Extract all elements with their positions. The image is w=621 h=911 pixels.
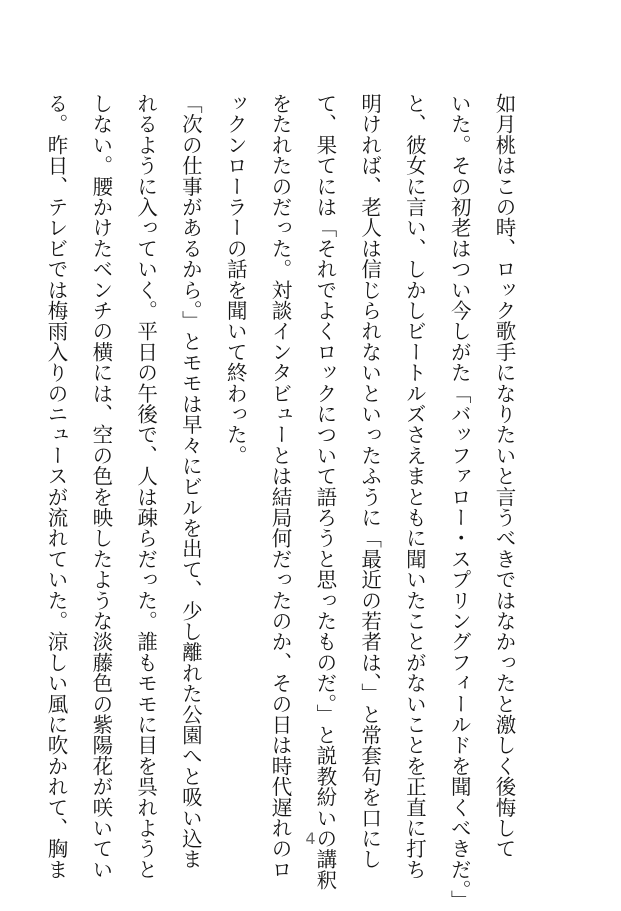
text-line: 明ければ、老人は信じられないといったふうに「最近の若者は、」と常套句を口にし (357, 93, 382, 870)
text-line: 「次の仕事があるから。」とモモは早々にビルを出て、少し離れた公園へと吸い込ま (178, 93, 203, 870)
text-line: いた。その初老はつい今しがた「バッファロー・スプリングフィールドを聞くべきだ。」 (447, 93, 472, 911)
text-line: れるように入っていく。平日の午後で、人は疎らだった。誰もモモに目を呉れようと (133, 93, 158, 880)
text-line: と、彼女に言い、しかしビートルズさえまともに聞いたことがないことを正直に打ち (402, 93, 427, 880)
page-number: 4 (305, 829, 316, 848)
text-line: て、果てには「それでよくロックについて語ろうと思ったものだ。」と説教紛いの講釈 (312, 93, 337, 891)
text-line: 如月桃はこの時、ロック歌手になりたいと言うべきではなかったと激しく後悔して (492, 93, 516, 859)
text-line: をたれたのだった。対談インタビューとは結局何だったのか、その日は時代遅れのロ (268, 93, 293, 880)
text-line: ックンローラーの話を聞いて終わった。 (223, 93, 248, 466)
text-line: しない。腰かけたベンチの横には、空の色を映したような淡藤色の紫陽花が咲いてい (88, 93, 113, 880)
vertical-text-body (44, 93, 526, 911)
text-line: る。昨日、テレビでは梅雨入りのニュースが流れていた。涼しい風に吹かれて、胸ま (44, 93, 69, 880)
